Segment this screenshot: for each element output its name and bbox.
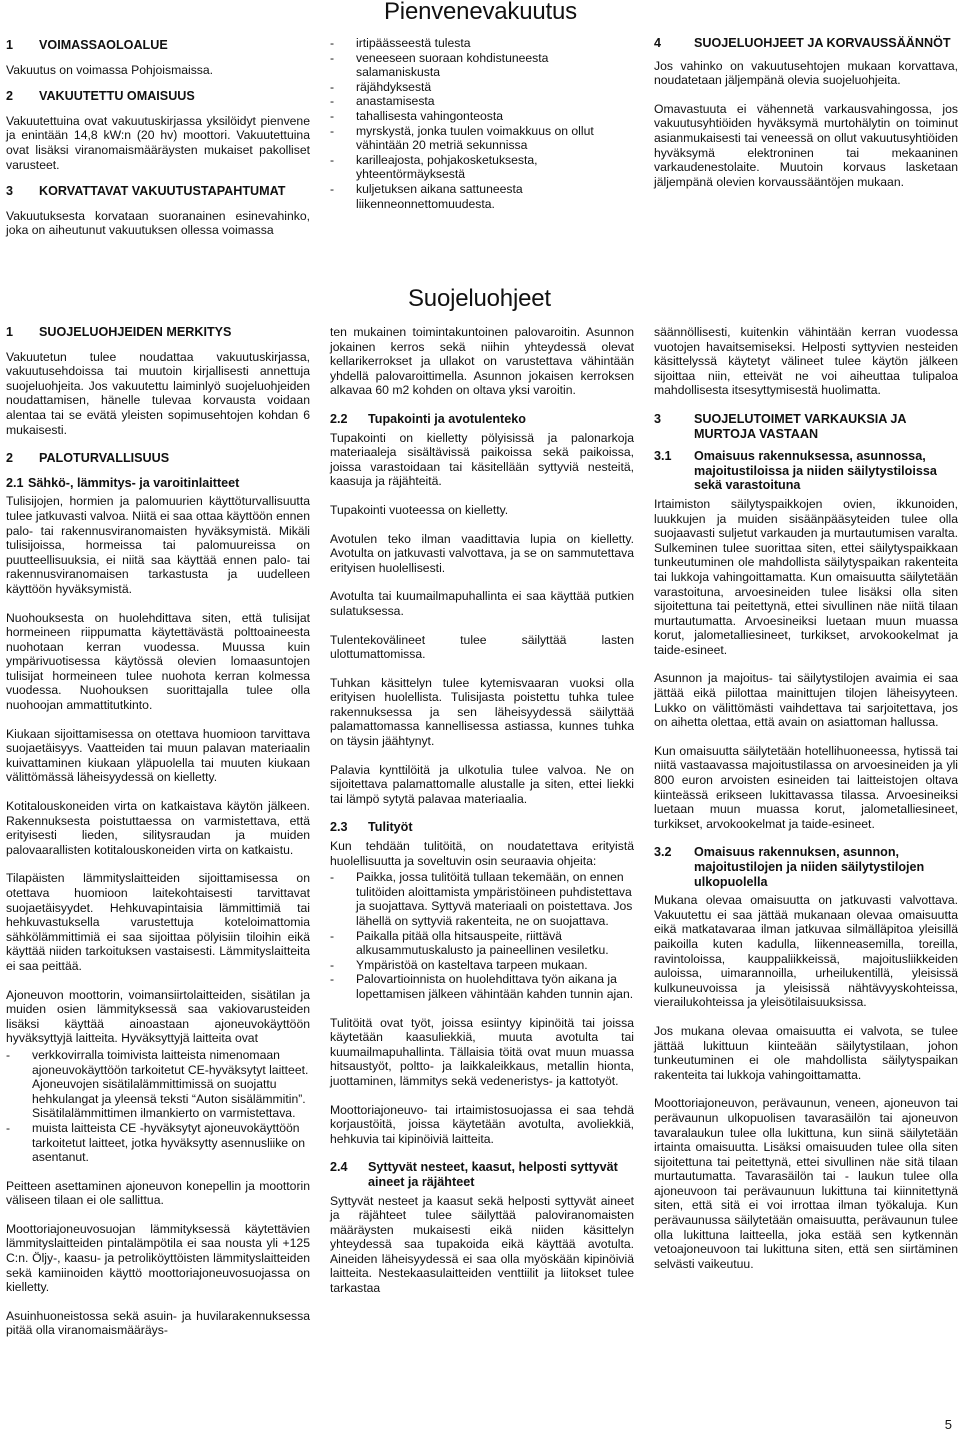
subsection-heading: 2.1 Sähkö-, lämmitys- ja varoitinlaitteet (6, 475, 240, 490)
list-item: - irtipäässeestä tulesta (330, 36, 471, 50)
hot-work-list (330, 870, 634, 1001)
paragraph: Asuinhuoneistossa sekä asuin- ja huvilarakennuksessa pitää olla viranomaismääräys- (6, 1308, 310, 1338)
paragraph: Asunnon ja majoitus- tai säilytystilojen avaimia ei saa jättää eikä piilottaa mainittujen tilojen läheisyyteen. Lukko on välittömästi vaihdettava tai sarjoitettava, jos on aihetta olettaa, että avain on asiattoman hallussa. (654, 671, 958, 730)
section-heading: 2 VAKUUTETTU OMAISUUS (6, 89, 195, 104)
list-item: - verkkovirralla toimivista laitteista nimenomaan ajoneuvokäyttöön tarkoitetut CE-hyväksytyt laitteet. Ajoneuvojen sisätilalämmittimissä on suojattu hehkulangat ja yleensä teksti “Auton sisälämmitin”. Sisätilalämmittimen ilmankierto on varmistettava. (6, 1047, 309, 1121)
paragraph: Omavastuuta ei vähennetä varkausvahingossa, jos vakuutusyhtiöiden hyväksymä murtohälytin on toiminut asianmukaisesti tai veneessä on ollut vakuutusyhtiöiden hyväksymä elektroninen tai mekaaninen varkaudenestolaite. Muutoin korvaus lasketaan jäljempänä olevien korvaussääntöjen mukaan. (654, 101, 958, 189)
paragraph: Tulitöitä ovat työt, joissa esiintyy kipinöitä tai joissa käytetään kaasuliekkiä, muuta avotulta tai kuumailmapuhallinta. Tällaisia töitä ovat muun muassa hitsaustyöt, poltto- ja laikkaleikkaus, metallin hionta, juottaminen, lämmitys sekä vedeneristys- ja kattotyöt. (330, 1015, 634, 1088)
paragraph: Tuhkan käsittelyn tulee kytemisvaaran vuoksi olla erityisen huolellista. Tulisijasta poistettu tuhka tulee rakennuksessa ja sen läheisyydessä säilyttää palamattomassa kannellisessa astiassa, kunnes tuhka on täysin jäähtynyt. (330, 675, 634, 749)
list-item: - kuljetuksen aikana sattuneesta liikenneonnettomuudesta. (330, 181, 523, 211)
list-item: - anastamisesta (330, 94, 435, 109)
col1-top (6, 38, 310, 252)
paragraph: Tupakointi vuoteessa on kielletty. (330, 502, 509, 517)
section-heading: 3 KORVATTAVAT VAKUUTUSTAPAHTUMAT (6, 184, 286, 199)
paragraph: Palavia kynttilöitä ja ulkotulia tulee valvoa. Ne on sijoitettava palamattomalle alustalle ja siten, ettei liekki tai lämpö sytytä palavaa materiaalia. (330, 762, 634, 806)
paragraph: Vakuutuksesta korvataan suoranainen esinevahinko, joka on aiheutunut vakuutuksen ollessa voimassa (6, 208, 310, 238)
title-pienvenevakuutus: Pienvenevakuutus (384, 0, 577, 25)
heater-list (6, 1048, 310, 1165)
paragraph: Moottoriajoneuvon, perävaunun, veneen, ajoneuvon tai perävaunun ulkopuolisen tavarasäilön tai ajoneuvon tavaralaukun tulee olla lukittuna, kun siinä säilytetään irtainta omaisuutta. Lisäksi omaisuuden tulee olla siten sijoitettuna tai peitettynä, ettei sivullinen näe sitä tilaan murtautumatta. Tavarasäilön tai - laukun tulee olla ajoneuvoon tai perävaunuun lukittuna tai kiinnitettynä siten, että sitä ei voi irrottaa ilman työkaluja. Kun perävaunussa säilytetään omaisuutta, perävaunun tulee olla lukittuna laitteella, joka estää sen kytkennän vetoajoneuvoon tai lukittuna siten, että sen siirtäminen selvästi vaikeutuu. (654, 1096, 958, 1271)
paragraph: Jos mukana olevaa omaisuutta ei valvota, se tulee jättää lukittuun kiinteään säilytystilaan, johon tunkeutuminen ei ole mahdollista säilytyspaikan rakenteita tai lukkoja vahingoittamatta. (654, 1023, 958, 1082)
list-item: - Palovartioinnista on huolehdittava työn aikana ja lopettamisen jälkeen vähintään kahden tunnin ajan. (330, 972, 634, 1001)
paragraph: Avotulen teko ilman vaadittavia lupia on kielletty. Avotulta on jatkuvasti valvottava, ja se on sammutettava erityisen huolellisesti. (330, 531, 634, 575)
paragraph: Tulisijojen, hormien ja palomuurien käyttöturvallisuutta tulee jatkuvasti valvoa. Niitä ei saa ottaa käyttöön ennen palo- tai rakennusviranomaisten hyväksymistä. Mikäli tulisijoissa, hormeissa tai palomuureissa on puutteellisuuksia, ei niitä saa käyttää ennen palo- tai rakennusviranomaisen tarkastusta ja uudelleen käyttöön hyväksymistä. (6, 494, 310, 596)
paragraph: Mukana olevaa omaisuutta on jatkuvasti valvottava. Vakuutettu ei saa jättää mukanaan olevaa omaisuutta eikä matkatavaraa ilman jatkuvaa silmälläpitoa yleisillä paikoilla kuten kadulla, liikenneasemilla, toreilla, ravintoloissa, kauppaliikkeissä, majoitusliikkeiden auloissa, uimarannoilla, urheilukentillä, yleisissä kulkuneuvoissa ja yleisissä nähtävyyskohteissa, vierailukohteissa ja yleisötilaisuuksissa. (654, 893, 958, 1010)
list-item: - Paikalla pitää olla hitsauspeite, riittävä alkusammutuskalusto ja paineellinen vesiletku. (330, 928, 609, 958)
paragraph: ten mukainen toimintakuntoinen palovaroitin. Asunnon jokainen kerros sekä niihin yhteydessä olevat kellarikerrokset ja ullakot on varustettava vähintään yhdellä palovaroittimella. Asunnon jokaisen kerroksen alkavaa 60 m2 kohden on oltava yksi varoitin. (330, 325, 634, 398)
col2-top (330, 36, 634, 225)
title-suojeluohjeet: Suojeluohjeet (408, 285, 551, 312)
paragraph: Kiukaan sijoittamisessa on otettava huomioon tarvittava suojaetäisyys. Vaatteiden tai muun palavan materiaalin kuivattaminen kiukaan yläpuolella tai muuten kiukaan välittömässä läheisyydessä on kielletty. (6, 726, 310, 785)
col1-bottom (6, 325, 310, 1352)
col3-bottom (654, 325, 958, 1285)
list-item: - myrskystä, jonka tuulen voimakkuus on ollut vähintään 20 metriä sekunnissa (330, 123, 594, 153)
section-heading: 1 VOIMASSAOLOALUE (6, 38, 168, 52)
paragraph: Tupakointi on kielletty pölyisissä ja palonarkoja materiaaleja sisältävissä paikoissa sekä paikoissa, joissa varastoidaan tai käsitellään syttyviä nesteitä, kaasuja ja räjähteitä. (330, 430, 634, 489)
list-item: - räjähdyksestä (330, 79, 432, 94)
list-item: - Ympäristöä on kasteltava tarpeen mukaan. (330, 957, 588, 972)
col3-top (654, 36, 958, 203)
paragraph: Moottoriajoneuvo- tai irtaimistosuojassa ei saa tehdä korjaustöitä, joissa käytetään avotulta, avoliekkiä, hehkuvia tai kipinöiviä laitteita. (330, 1102, 634, 1146)
paragraph: Moottoriajoneuvosuojan lämmityksessä käytettävien lämmityslaitteiden pintalämpötila ei saa nousta yli +125 C:n. Öljy-, kaasu- ja petroliköyttöisten lämmityslaitteiden sekä kamiinoiden käyttö moottoriajoneuvosuojassa on kielletty. (6, 1221, 310, 1295)
paragraph: Ajoneuvon moottorin, voimansiirtolaitteiden, sisätilan ja muiden osien lämmityksessä saa vakiovarusteiden lisäksi käyttää ainoastaan ajoneuvokäyttöön hyväksyttyjä laitteita. Hyväksyttyjä laitteita ovat (6, 987, 310, 1046)
subsection-heading: 3.2 Omaisuus rakennuksen, asunnon, majoitustilojen ja niiden säilytystilojen ulkopuolella (654, 845, 925, 889)
paragraph: Vakuutetun tulee noudattaa vakuutuskirjassa, vakuutusehdoissa tai muutoin kirjallisesti annettuja suojeluohjeita. Jos vakuutettu laiminlyö suojeluohjeiden noudattamisen, hänelle tulevaa korvausta voidaan alentaa tai se evätä yleisten sopimusehtojen kohdan 6 mukaisesti. (6, 349, 310, 437)
list-item: - Paikka, jossa tulitöitä tullaan tekemään, on ennen tulitöiden aloittamista ympäristöineen puhdistettava ja suojattava. Syttyvä materiaali on poistettava. Jos lähellä on syttyviä rakenteita, ne on suojattava. (330, 870, 633, 928)
paragraph: Jos vahinko on vakuutusehtojen mukaan korvattava, noudatetaan jäljempänä olevia suojeluohjeita. (654, 58, 958, 88)
list-item: - veneeseen suoraan kohdistuneesta salamaniskusta (330, 50, 549, 80)
section-heading: 4 SUOJELUOHJEET JA KORVAUSSÄÄNNÖT (654, 36, 951, 50)
section-heading: 2 PALOTURVALLISUUS (6, 451, 170, 466)
paragraph: Kun omaisuutta säilytetään hotellihuoneessa, hytissä tai niitä vastaavassa majoitustilassa on arvoesineiden ja yli 800 euron arvoisten esineiden tai laitteistojen oltava kiinteässä erikseen lukittavassa tilassa. Arvoesineiksi luetaan muun muassa korut, jalometalliesineet, turkikset, arvokookelmat ja taide-esineet. (654, 743, 958, 831)
paragraph: säännöllisesti, kuitenkin vähintään kerran vuodessa vuotojen havaitsemiseksi. Helposti syttyvien nesteiden käsittelyssä käytetyt välineet tulee käytön jälkeen sijoittaa niin, etteivät ne voi aiheuttaa tulipaloa mahdollisesta itsesyttymisestä huolimatta. (654, 325, 958, 398)
paragraph: Kotitalouskoneiden virta on katkaistava käytön jälkeen. Rakennuksesta poistuttaessa on varmistettava, että erityisesti lieden, silitysraudan ja muiden palovaarallisten kotitalouskoneiden virta on katkaistu. (6, 799, 310, 857)
subsection-heading: 3.1 Omaisuus rakennuksessa, asunnossa, majoitustiloissa ja niiden säilytystiloissa sekä varastoituna (654, 449, 937, 493)
paragraph: Avotulta tai kuumailmapuhallinta ei saa käyttää putkien sulatuksessa. (330, 589, 634, 618)
list-item: - tahallisesta vahingonteosta (330, 108, 504, 123)
paragraph: Kun tehdään tulitöitä, on noudatettava erityistä huolellisuutta ja soveltuvin osin seuraavia ohjeita: (330, 839, 634, 868)
section-heading: 1 SUOJELUOHJEIDEN MERKITYS (6, 325, 232, 339)
list-item: - karilleajosta, pohjakosketuksesta, yhteentörmäyksestä (330, 152, 538, 182)
subsection-heading: 2.4 Syttyvät nesteet, kaasut, helposti syttyvät aineet ja räjähteet (330, 1160, 618, 1189)
covered-events-list (330, 36, 634, 211)
paragraph: Syttyvät nesteet ja kaasut sekä helposti syttyvät aineet ja räjähteet tulee säilyttää paloviranomaisten määräysten mukaisesti eikä niiden käsittelyn yhteydessä saa tupakoida eikä käyttää avotulta. Aineiden läheisyydessä ei saa olla myöskään kipinöiviä laitteita. Nestekaasulaitteiden venttiilit ja liitokset tulee tarkastaa (330, 1193, 634, 1296)
paragraph: Nuohouksesta on huolehdittava siten, että tulisijat hormeineen riippumatta käytettävästä polttoaineesta nuohotaan kerran vuodessa. Muussa kuin ympärivuotisessa käytössä olevien lomaasuntojen tulisijat hormeineen tulee nuohota kerran kolmessa vuodessa. Nuohouksen suorittajalla tulee olla nuohoojan ammattitutkinto. (6, 610, 310, 713)
paragraph: Vakuutettuina ovat vakuutuskirjassa yksilöidyt pienvene ja enintään 14,8 kW:n (20 hv) moottori. Vakuutettuina ovat lisäksi viranomaismääräysten mukaiset pakolliset varusteet. (6, 113, 310, 172)
paragraph: Tulentekovälineet tulee säilyttää lasten ulottumattomissa. (330, 632, 634, 662)
list-item: - muista laitteista CE -hyväksytyt ajoneuvokäyttöön tarkoitetut laitteet, jotka hyväksytty asennusliike on asentanut. (6, 1120, 306, 1165)
col2-bottom (330, 325, 634, 1310)
paragraph: Vakuutus on voimassa Pohjoismaissa. (6, 62, 214, 77)
section-heading: 3 SUOJELUTOIMET VARKAUKSIA JA MURTOJA VASTAAN (654, 411, 907, 441)
paragraph: Peitteen asettaminen ajoneuvon konepellin ja moottorin väliseen tilaan ei ole sallittua. (6, 1178, 310, 1208)
subsection-heading: 2.2 Tupakointi ja avotulenteko (330, 411, 526, 426)
paragraph: Tilapäisten lämmityslaitteiden sijoittamisessa on otettava huomioon laitekohtaisesti tarvittavat suojaetäisyydet. Hehkuvapintaisia lämmittimiä tai hehkuvastuksella varustettuja koteloimattomia sähkölämmittimiä ei saa sijoittaa pölyisiin tiloihin eikä käyttää niiden tarkoituksen vastaisesti. Lämmityslaitteita ei saa peittää. (6, 871, 310, 973)
subsection-heading: 2.3 Tulityöt (330, 820, 413, 835)
page-number: 5 (944, 1417, 952, 1432)
paragraph: Irtaimiston säilytyspaikkojen ovien, ikkunoiden, luukkujen ja muiden sisäänpääsyteiden tulee olla suojaavasti suljetut varkauden ja murtautumisen varalta. Sulkeminen tulee suorittaa siten, ettei säilytyspaikkaan tunkeutuminen ole mahdollista säilytyspaikan rakenteita tai lukkoja vahingoittamatta. Kun omaisuutta säilytetään varastoituna, arvoesineiden tulee lisäksi olla siten sijoitettuna tai peitettynä, ettei sivullinen näe niitä tilaan murtautumatta. Arvoesineiksi luetaan muun muassa korut, jalometalliesineet, turkikset, arvokookelmat ja taide-esineet. (654, 496, 958, 657)
